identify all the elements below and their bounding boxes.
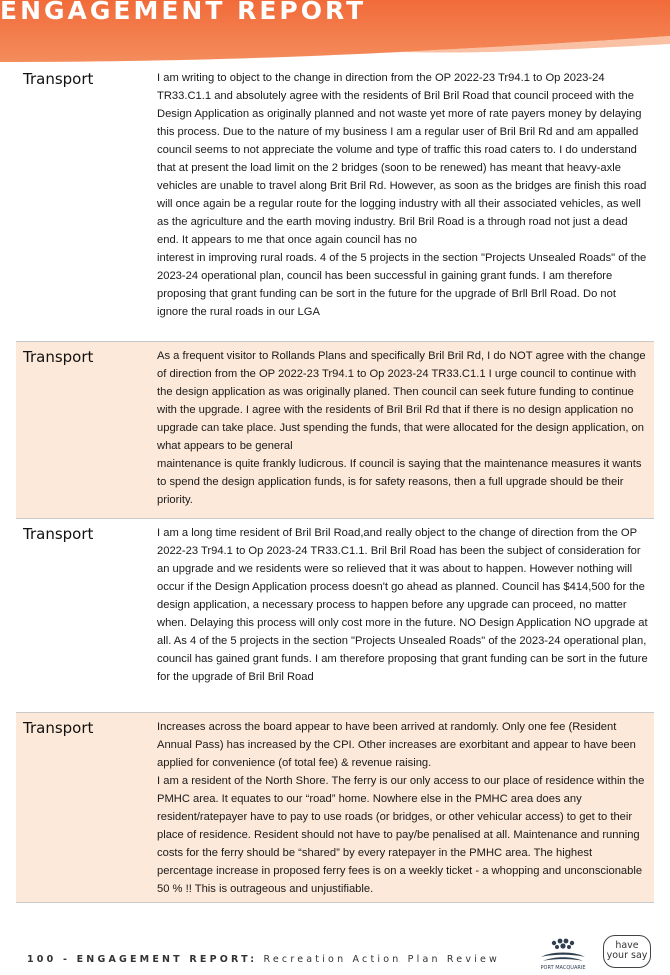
comment-cell — [157, 713, 654, 902]
comment-paragraph: maintenance is quite frankly ludicrous. If council is saying that the maintenance measures it wants to spend the design application funds, is for safety reasons, then a full upgrade should be their priority. — [157, 458, 642, 506]
topic-cell: Transport — [23, 525, 94, 543]
table-row — [16, 519, 654, 713]
comment-paragraph: I am a resident of the North Shore. The ferry is our only access to our place of residence within the PMHC area. It equates to our “road” home. Nowhere else in the PMHC area does any resident/ratepayer have to pay to use roads (or bridges, or other vehicular access) to get to their place of residence. Resident should not have to pay/be penalised at all. Maintenance and running costs for the ferry should be “shared” by every ratepayer in the PMHC area. The highest percentage increase in proposed ferry fees is on a weekly ticket - a whopping and unconscionable 50 % !! This is outrageous and unjustifiable. — [157, 775, 645, 895]
comment-paragraph: Increases across the board appear to have been arrived at randomly. Only one fee (Resident Annual Pass) has increased by the CPI. Other increases are exorbitant and appear to have been applied for convenience (of total fee) & revenue raising. — [157, 721, 636, 769]
table-row — [16, 64, 654, 342]
topic-cell: Transport — [23, 348, 94, 366]
report-title: ENGAGEMENT REPORT — [0, 0, 367, 25]
comments-table — [16, 64, 654, 903]
footer-doc-title: Recreation Action Plan Review — [257, 954, 501, 965]
comment-cell — [157, 519, 654, 712]
topic-cell: Transport — [23, 70, 94, 88]
footer-report-label: ENGAGEMENT REPORT: — [76, 954, 258, 965]
table-row — [16, 713, 654, 903]
footer-text: 100 - ENGAGEMENT REPORT: Recreation Action Plan Review — [27, 954, 501, 965]
comment-paragraph: I am writing to object to the change in direction from the OP 2022-23 Tr94.1 to Op 2023-24 TR33.C1.1 and absolutely agree with the residents of Bril Bril Road that council proceed with the Design Application as originally planned and not waste yet more of rate payers money by delaying this process. Due to the nature of my business I am a regular user of Bril Bril Rd and am appalled council seems to not appreciate the volume and type of traffic this road caters to. I do understand that at present the load limit on the 2 bridges (soon to be renewed) has meant that heavy-axle vehicles are unable to travel along Brit Bril Rd. However, as soon as the bridges are finish this road will once again be a regular route for the logging industry with all their associated vehicles, as well as the agriculture and the earth moving industry. Bril Bril Road is a through road not just a dead end. It appears to me that once again council has no — [157, 72, 647, 246]
page-number: 100 — [27, 954, 57, 965]
comment-paragraph: As a frequent visitor to Rollands Plans and specifically Bril Bril Rd, I do NOT agree with the change of direction from the OP 2022-23 Tr94.1 to Op 2023-24 TR33.C1.1 I urge council to continue with the design application as was originally planed. Then council can seek future funding to continue with the upgrade. I agree with the residents of Bril Bril Rd that if there is no design application no upgrade can take place. Just spending the funds, that were allocated for the design application, on what appears to be general — [157, 350, 646, 452]
report-header — [0, 0, 670, 66]
comment-cell — [157, 64, 654, 341]
logo-text: PORT MACQUARIE — [540, 965, 586, 970]
comment-paragraph: interest in improving rural roads. 4 of the 5 projects in the section "Projects Unsealed Roads" of the 2023-24 operational plan, council has been successful in gaining grant funds. I am therefore proposing that grant funding can be sort in the future for the upgrade of Brll Brll Road. Do not ignore the rural roads in our LGA — [157, 252, 647, 318]
topic-cell: Transport — [23, 719, 94, 737]
have-your-say-badge: have your say — [603, 935, 651, 968]
council-logo-icon — [531, 937, 595, 970]
comment-paragraph: I am a long time resident of Bril Bril Road,and really object to the change of direction from the OP 2022-23 Tr94.1 to Op 2023-24 TR33.C1.1. Bril Bril Road has been the subject of consideration for an upgrade and we residents were so relieved that it was about to happen. However nothing will occur if the Design Application process doesn't go ahead as planned. Council has $414,500 for the design application, a necessary process to happen before any upgrade can proceed, no matter when. Delaying this process will only cost more in the future. NO Design Application NO upgrade at all. As 4 of the 5 projects in the section "Projects Unsealed Roads" of the 2023-24 operational plan, council has gained grant funds. I am therefore proposing that grant funding can be sort in the future for the upgrade of Bril Bril Road — [157, 527, 648, 683]
comment-cell — [157, 342, 654, 518]
table-row — [16, 342, 654, 519]
